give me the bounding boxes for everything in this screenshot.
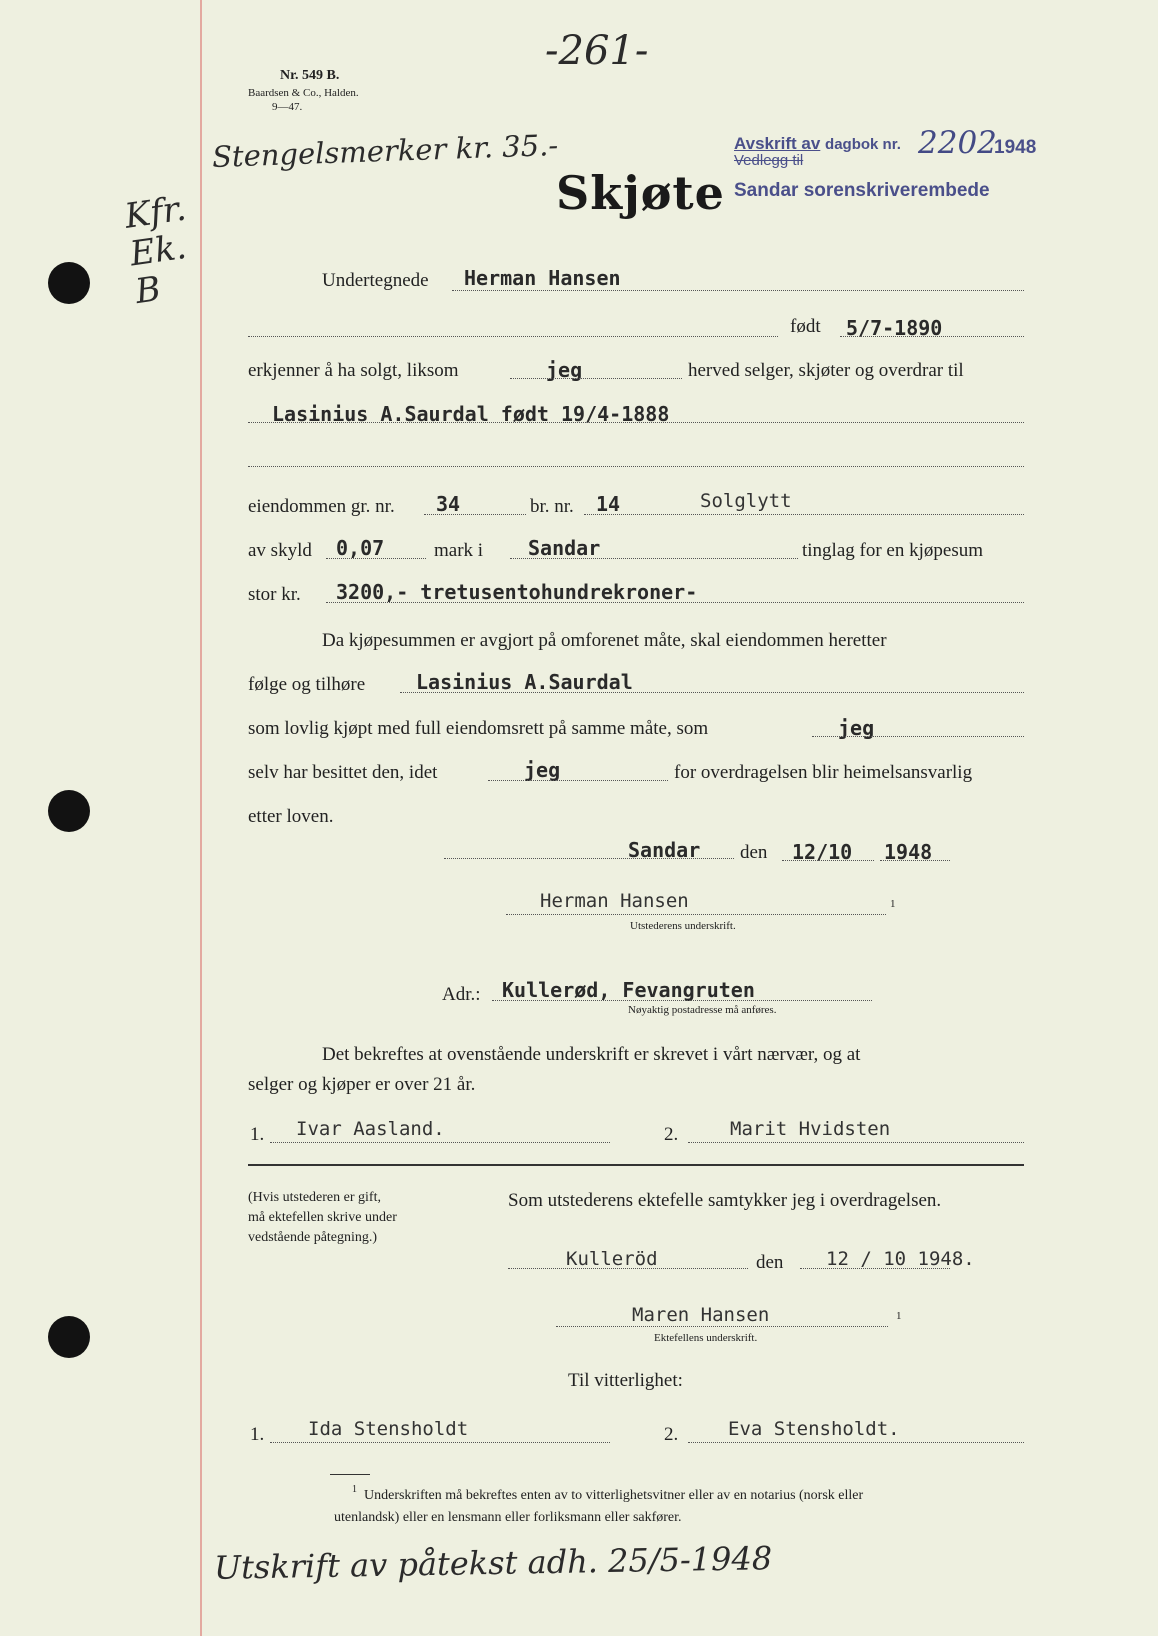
subject-pronoun: jeg — [546, 358, 583, 382]
witness1-number: 1. — [250, 1124, 265, 1145]
seller-signature: Herman Hansen — [540, 890, 689, 912]
spouse-note-line3: vedstående påtegning.) — [248, 1230, 378, 1245]
footnote-rule — [330, 1474, 370, 1475]
witness-text-line1: Det bekreftes at ovenstående underskrift er skrevet i vårt nærvær, og at — [322, 1044, 861, 1065]
buyer-line: Lasinius A.Saurdal født 19/4-1888 — [272, 402, 670, 426]
etter-loven: etter loven. — [248, 806, 334, 827]
new-owner-name: Lasinius A.Saurdal — [416, 670, 633, 694]
footnote-mark: 1 — [352, 1484, 357, 1495]
spouse-signature-caption: Ektefellens underskrift. — [654, 1332, 758, 1344]
spouse-witness1-number: 1. — [250, 1424, 265, 1445]
br-nr-label: br. nr. — [530, 496, 574, 517]
undertegnede-label: Undertegnede — [322, 270, 429, 291]
signing-place: Sandar — [628, 838, 701, 862]
footnote-line2: utenlandsk) eller en lensmann eller forliksmann eller sakfører. — [334, 1510, 682, 1525]
witness2-name: Marit Hvidsten — [730, 1118, 891, 1140]
gr-nr-value: 34 — [436, 492, 461, 516]
spouse-note-line2: må ektefellen skrive under — [248, 1210, 397, 1225]
da-kjopesummen-text: Da kjøpesummen er avgjort på omforenet måte, skal eiendommen heretter — [322, 630, 887, 651]
purchase-price: 3200,- tretusentohundrekroner- — [336, 580, 698, 604]
spouse-consent-text: Som utstederens ektefelle samtykker jeg i overdragelsen. — [508, 1190, 942, 1211]
stor-kr-label: stor kr. — [248, 584, 301, 605]
stamp-vedlegg-til-struck: Vedlegg til — [734, 152, 804, 169]
punch-hole-bottom — [48, 1316, 90, 1358]
spouse-witness1-name: Ida Stensholdt — [308, 1418, 469, 1440]
punch-hole-middle — [48, 790, 90, 832]
seller-signature-caption: Utstederens underskrift. — [630, 920, 736, 932]
spouse-witness2-name: Eva Stensholdt. — [728, 1418, 900, 1440]
spouse-signature: Maren Hansen — [632, 1304, 770, 1326]
handwritten-stamp-duty-note: Stengelsmerker kr. 35.- — [211, 127, 559, 175]
punch-hole-top — [48, 262, 90, 304]
property-name: Solglytt — [700, 490, 792, 512]
av-skyld-label: av skyld — [248, 540, 312, 561]
herved-text: herved selger, skjøter og overdrar til — [688, 360, 964, 381]
signing-year: 1948 — [884, 840, 933, 864]
stamp-office: Sandar sorenskriverembede — [734, 180, 990, 201]
print-date: 9—47. — [272, 101, 303, 113]
tinglag-text: tinglag for en kjøpesum — [802, 540, 983, 561]
br-nr-value: 14 — [596, 492, 621, 516]
spouse-signing-date: 12 / 10 1948. — [826, 1248, 975, 1270]
spouse-signing-place: Kulleröd — [566, 1248, 658, 1270]
handwritten-bottom-note: Utskrift av påtekst adh. 25/5-1948 — [213, 1539, 773, 1587]
som-lovlig-text: som lovlig kjøpt med full eiendomsrett på samme måte, som — [248, 718, 709, 739]
erkjenner-text: erkjenner å ha solgt, liksom — [248, 360, 459, 381]
signing-date: 12/10 — [792, 840, 853, 864]
document-title: Skjøte — [556, 166, 725, 220]
margin-initials: Kfr. Ek. B — [122, 188, 189, 313]
address-label: Adr.: — [442, 984, 481, 1005]
spouse-sig-footnote-mark: 1 — [896, 1310, 902, 1322]
selv-har-text: selv har besittet den, idet — [248, 762, 438, 783]
form-number: Nr. 549 B. — [280, 68, 340, 83]
footnote-line1: Underskriften må bekreftes enten av to vitterlighetsvitner eller av en notarius (norsk eller — [364, 1488, 864, 1503]
overdragelsen-text: for overdragelsen blir heimelsansvarlig — [674, 762, 973, 783]
stamp-dagbok-label: dagbok nr. — [825, 136, 901, 153]
printer-name: Baardsen & Co., Halden. — [248, 87, 359, 99]
seller-birth-date: 5/7-1890 — [846, 316, 943, 340]
dagbok-year: 1948 — [994, 137, 1037, 158]
record-stamp-line1 — [734, 134, 901, 154]
dagbok-number: 2202 — [918, 125, 997, 161]
witness2-number: 2. — [664, 1124, 679, 1145]
til-vitterlighet: Til vitterlighet: — [568, 1370, 683, 1391]
address-caption: Nøyaktig postadresse må anføres. — [628, 1004, 777, 1016]
den-label: den — [740, 842, 768, 863]
section-divider — [248, 1164, 1024, 1166]
skyld-value: 0,07 — [336, 536, 385, 560]
seller-address: Kullerød, Fevangruten — [502, 978, 755, 1002]
tinglag-place: Sandar — [528, 536, 601, 560]
spouse-witness2-number: 2. — [664, 1424, 679, 1445]
witness1-name: Ivar Aasland. — [296, 1118, 445, 1140]
page-number: -261- — [545, 28, 649, 74]
sig-footnote-mark: 1 — [890, 898, 896, 910]
fodt-label: født — [790, 316, 821, 337]
pronoun-3: jeg — [524, 758, 561, 782]
seller-name: Herman Hansen — [464, 266, 621, 290]
eiendommen-label: eiendommen gr. nr. — [248, 496, 395, 517]
mark-i-label: mark i — [434, 540, 484, 561]
spouse-note-line1: (Hvis utstederen er gift, — [248, 1190, 381, 1205]
witness-text-line2: selger og kjøper er over 21 år. — [248, 1074, 476, 1095]
folge-label: følge og tilhøre — [248, 674, 366, 695]
spouse-den-label: den — [756, 1252, 784, 1273]
pronoun-2: jeg — [838, 716, 875, 740]
stamp-avskrift-av: Avskrift av — [734, 134, 821, 153]
